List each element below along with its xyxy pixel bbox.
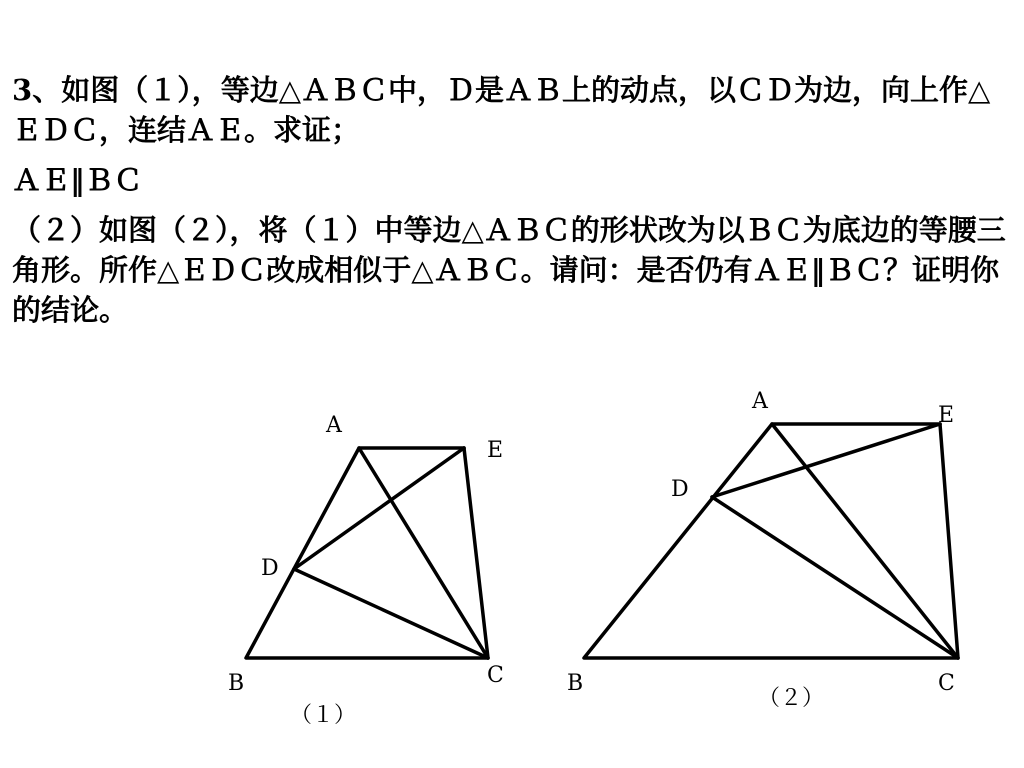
fig2-label-b: B [567,671,584,696]
fig2-segment-ec [940,424,958,658]
fig2-segment-dc [712,497,958,658]
fig1-label-d: D [261,556,279,581]
fig2-segment-de [712,424,940,497]
fig1-label-b: B [228,671,245,696]
fig1-label-c: C [487,663,504,688]
fig1-segment-de [294,448,464,569]
fig2-caption: （２） [758,686,825,711]
fig2-label-e: E [938,403,955,428]
problem-number: 3 [12,73,33,107]
problem-part2: （２）如图（２），将（１）中等边△ＡＢＣ的形状改为以ＢＣ为底边的等腰三角形。所作△ＥＤＣ改成相似于△ＡＢＣ。请问：是否仍有ＡＥ‖ＢＣ？证明你的结论。 [12,213,1006,327]
problem-intro-text: 、如图（１），等边△ＡＢＣ中，Ｄ是ＡＢ上的动点，以ＣＤ为边，向上作△ＥＤＣ，连结ＡＥ。求证； [12,73,991,147]
fig1-label-a: A [326,413,342,438]
problem-claim: ＡＥ‖ＢＣ [12,163,143,197]
figure-1 [228,413,504,728]
figure-2 [567,389,958,711]
fig1-triangle-abc [246,448,488,658]
fig1-label-e: E [487,438,504,463]
fig2-label-a: A [752,389,768,414]
fig2-label-c: C [938,671,955,696]
fig1-caption: （１） [290,703,357,728]
fig2-label-d: D [671,477,689,502]
